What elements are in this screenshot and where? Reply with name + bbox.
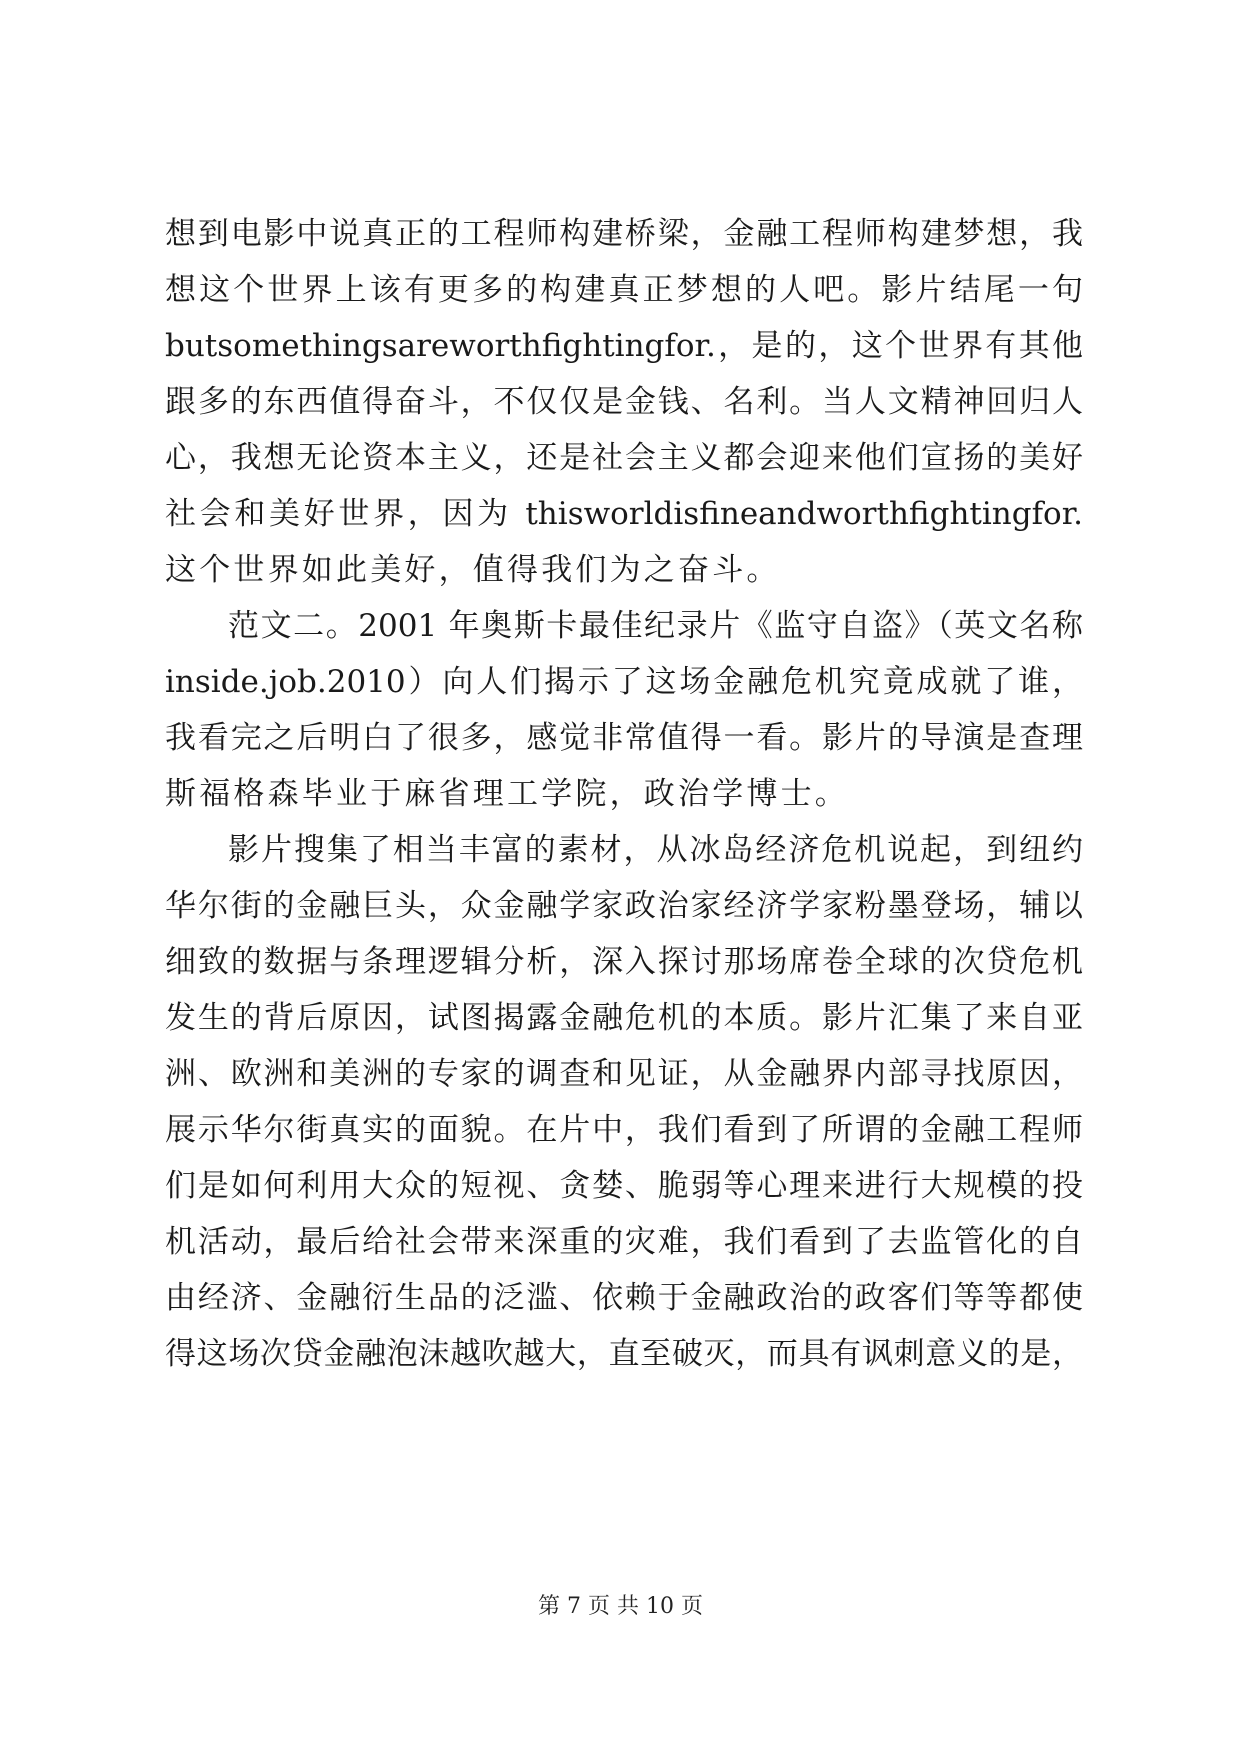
text-line: 斯福格森毕业于麻省理工学院，政治学博士。 bbox=[165, 776, 849, 812]
text-line: 社会和美好世界，因为 thisworldisfineandworthfightingfor. bbox=[165, 496, 1083, 532]
text-line: 想这个世界上该有更多的构建真正梦想的人吧。影片结尾一句 bbox=[165, 272, 1083, 308]
text-line: 这个世界如此美好，值得我们为之奋斗。 bbox=[165, 552, 781, 588]
text-line: 心，我想无论资本主义，还是社会主义都会迎来他们宣扬的美好 bbox=[165, 440, 1083, 476]
paragraph-start-line: 影片搜集了相当丰富的素材，从冰岛经济危机说起，到纽约 bbox=[228, 832, 1083, 868]
text-line: 机活动，最后给社会带来深重的灾难，我们看到了去监管化的自 bbox=[165, 1224, 1083, 1260]
text-line: 得这场次贷金融泡沫越吹越大，直至破灭，而具有讽刺意义的是， bbox=[165, 1336, 1083, 1372]
text-line: butsomethingsareworthfightingfor.，是的，这个世界有其他 bbox=[165, 328, 1083, 364]
text-line: 洲、欧洲和美洲的专家的调查和见证，从金融界内部寻找原因， bbox=[165, 1056, 1083, 1092]
text-line: 跟多的东西值得奋斗，不仅仅是金钱、名利。当人文精神回归人 bbox=[165, 384, 1083, 420]
text-line: 华尔街的金融巨头，众金融学家政治家经济学家粉墨登场，辅以 bbox=[165, 888, 1083, 924]
text-line: 我看完之后明白了很多，感觉非常值得一看。影片的导演是查理 bbox=[165, 720, 1083, 756]
text-line: 想到电影中说真正的工程师构建桥梁，金融工程师构建梦想，我 bbox=[165, 216, 1083, 252]
text-line: 由经济、金融衍生品的泛滥、依赖于金融政治的政客们等等都使 bbox=[165, 1280, 1083, 1316]
text-line: 发生的背后原因，试图揭露金融危机的本质。影片汇集了来自亚 bbox=[165, 1000, 1083, 1036]
text-line: 们是如何利用大众的短视、贪婪、脆弱等心理来进行大规模的投 bbox=[165, 1168, 1083, 1204]
text-line: inside.job.2010）向人们揭示了这场金融危机究竟成就了谁， bbox=[165, 664, 1083, 700]
text-line: 细致的数据与条理逻辑分析，深入探讨那场席卷全球的次贷危机 bbox=[165, 944, 1083, 980]
page-footer: 第 7 页 共 10 页 bbox=[538, 1594, 703, 1619]
paragraph-start-line: 范文二。2001 年奥斯卡最佳纪录片《监守自盗》（英文名称 bbox=[228, 608, 1083, 644]
text-line: 展示华尔街真实的面貌。在片中，我们看到了所谓的金融工程师 bbox=[165, 1112, 1083, 1148]
